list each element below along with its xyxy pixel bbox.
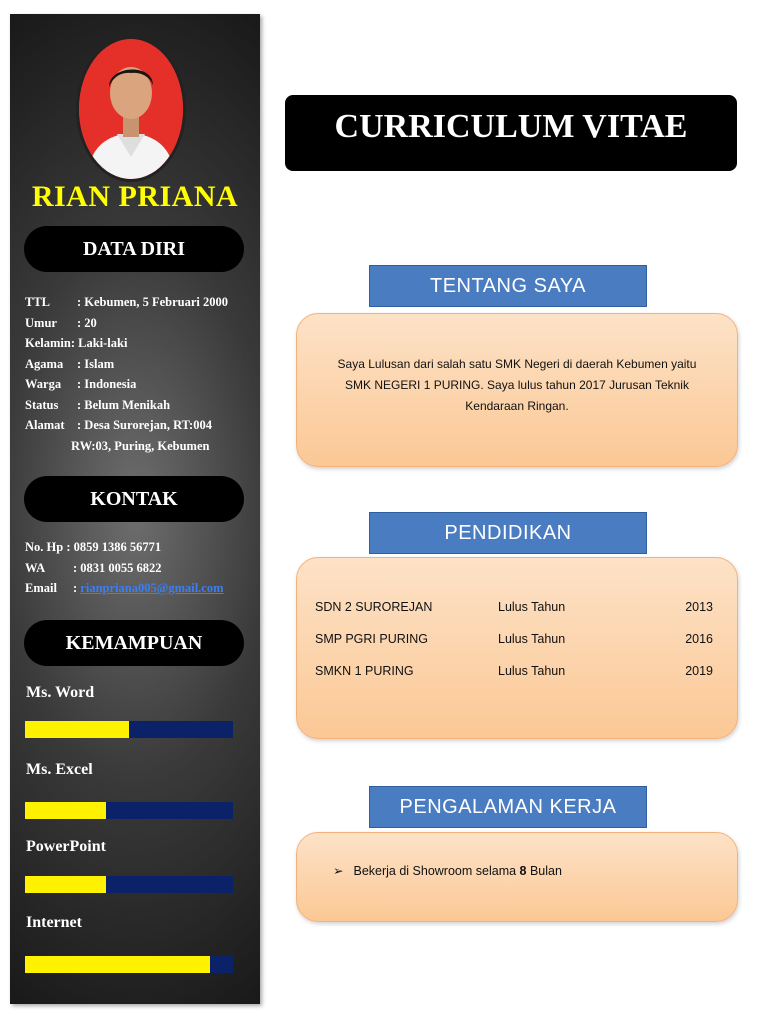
education-row: SMP PGRI PURING Lulus Tahun 2016 bbox=[315, 632, 713, 646]
skill-bar-fill bbox=[25, 802, 106, 819]
pendidikan-panel bbox=[296, 557, 738, 739]
skill-label-powerpoint: PowerPoint bbox=[26, 838, 106, 855]
skill-bar-excel bbox=[25, 802, 233, 819]
pengalaman-kerja-heading: PENGALAMAN KERJA bbox=[369, 786, 647, 828]
data-diri-row: Kelamin : Laki-laki bbox=[25, 336, 128, 350]
data-diri-heading: DATA DIRI bbox=[24, 226, 244, 272]
about-text: Saya Lulusan dari salah satu SMK Negeri di daerah Kebumen yaitu SMK NEGERI 1 PURING. Saya lulus tahun 2017 Jurusan Teknik Kendaraan Ringan. bbox=[337, 357, 697, 413]
education-row: SMKN 1 PURING Lulus Tahun 2019 bbox=[315, 664, 713, 678]
skill-label-excel: Ms. Excel bbox=[26, 761, 93, 778]
data-diri-row: TTL : Kebumen, 5 Februari 2000 bbox=[25, 295, 229, 309]
skill-label-word: Ms. Word bbox=[26, 684, 95, 701]
tentang-saya-panel bbox=[296, 313, 738, 467]
arrow-bullet-icon: ➢ bbox=[333, 864, 344, 878]
data-diri-row: Alamat : Desa Surorejan, RT:004 bbox=[25, 418, 212, 432]
data-diri-row: Status : Belum Menikah bbox=[25, 397, 171, 412]
whatsapp-row: WA : 0831 0055 6822 bbox=[25, 560, 162, 575]
pendidikan-heading: PENDIDIKAN bbox=[369, 512, 647, 554]
skill-bar-internet bbox=[25, 956, 233, 973]
email-link[interactable]: rianpriana005@gmail.com bbox=[80, 581, 224, 595]
skill-bar-word bbox=[25, 721, 233, 738]
skill-bar-fill bbox=[25, 956, 210, 973]
education-row: SDN 2 SUROREJAN Lulus Tahun 2013 bbox=[315, 600, 713, 614]
phone-row: No. Hp : 0859 1386 56771 bbox=[25, 540, 162, 554]
kontak-heading: KONTAK bbox=[24, 476, 244, 522]
skill-bar-fill bbox=[25, 721, 129, 738]
data-diri-row: Warga : Indonesia bbox=[25, 377, 137, 391]
profile-photo bbox=[76, 36, 186, 182]
email-row: Email : rianpriana005@gmail.com bbox=[25, 581, 224, 602]
kemampuan-heading: KEMAMPUAN bbox=[24, 620, 244, 666]
kontak-list bbox=[25, 540, 224, 602]
data-diri-list bbox=[25, 295, 228, 459]
data-diri-row: RW:03, Puring, Kebumen bbox=[71, 438, 210, 453]
sidebar bbox=[10, 14, 260, 1004]
data-diri-row: Agama : Islam bbox=[25, 356, 115, 371]
data-diri-row: Umur : 20 bbox=[25, 315, 97, 330]
skill-bar-powerpoint bbox=[25, 876, 233, 893]
person-portrait-icon bbox=[79, 39, 183, 179]
skill-label-internet: Internet bbox=[26, 914, 82, 931]
pengalaman-kerja-panel bbox=[296, 832, 738, 922]
cv-title: CURRICULUM VITAE bbox=[285, 95, 737, 171]
tentang-saya-heading: TENTANG SAYA bbox=[369, 265, 647, 307]
person-name: RIAN PRIANA bbox=[31, 180, 239, 213]
experience-item: ➢ Bekerja di Showroom selama 8 Bulan bbox=[333, 864, 562, 878]
skill-bar-fill bbox=[25, 876, 106, 893]
